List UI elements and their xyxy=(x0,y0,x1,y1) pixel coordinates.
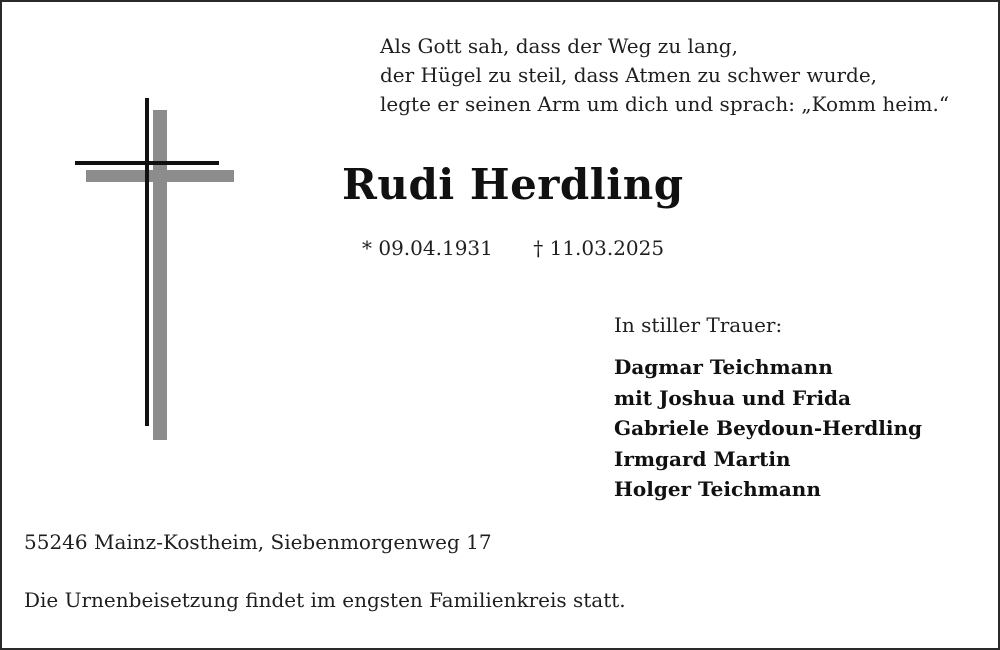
poem-line: der Hügel zu steil, dass Atmen zu schwer wurde, xyxy=(380,63,878,87)
mourners-list xyxy=(614,352,922,505)
cross-shadow-vertical xyxy=(153,110,167,440)
cross-vertical-bar xyxy=(145,98,149,426)
cross-shadow-horizontal xyxy=(86,170,234,182)
poem xyxy=(380,32,949,119)
address: 55246 Mainz-Kostheim, Siebenmorgenweg 17 xyxy=(24,530,492,554)
mourner-name: mit Joshua und Frida xyxy=(614,385,851,410)
mourner-name: Holger Teichmann xyxy=(614,477,821,501)
cross-icon xyxy=(2,2,262,462)
deceased-name: Rudi Herdling xyxy=(342,160,684,209)
poem-line: legte er seinen Arm um dich und sprach: „Komm heim.“ xyxy=(380,92,950,116)
mourner-name: Gabriele Beydoun-Herdling xyxy=(614,416,922,440)
mourning-intro: In stiller Trauer: xyxy=(614,313,783,337)
mourner-name: Irmgard Martin xyxy=(614,446,791,471)
burial-notice: Die Urnenbeisetzung findet im engsten Familienkreis statt. xyxy=(24,588,626,612)
death-date: † 11.03.2025 xyxy=(533,236,665,260)
cross-horizontal-bar xyxy=(75,161,219,165)
birth-date: * 09.04.1931 xyxy=(362,236,493,260)
life-dates xyxy=(362,236,664,260)
mourner-name: Dagmar Teichmann xyxy=(614,355,833,379)
poem-line: Als Gott sah, dass der Weg zu lang, xyxy=(380,34,738,58)
